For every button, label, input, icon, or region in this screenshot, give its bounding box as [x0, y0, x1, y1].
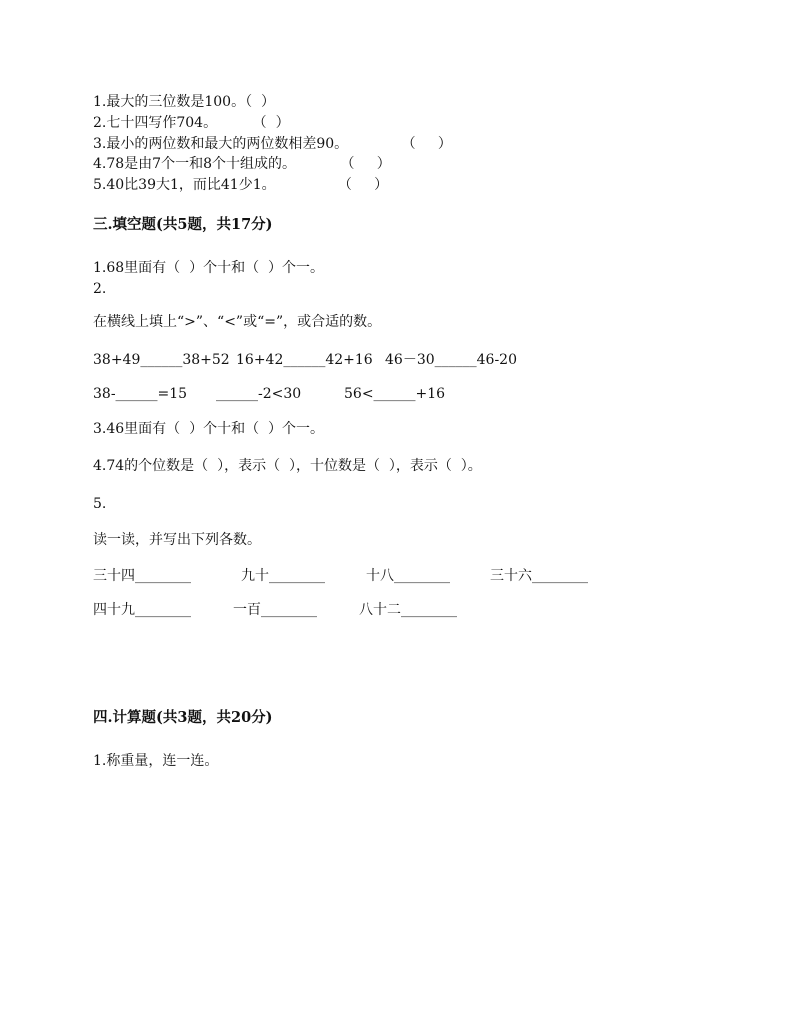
fill-expression: 56<______+16 [344, 386, 446, 402]
fill-question-2-instruction: 在横线上填上“>”、“<”或“=”，或合适的数。 [93, 314, 382, 330]
number-word-blank: 九十________ [241, 568, 325, 584]
fill-question-4: 4.74的个位数是（ ），表示（ ），十位数是（ ），表示（ ）。 [93, 458, 482, 474]
fill-expression: ______-2<30 [216, 386, 302, 402]
section-4-heading: 四.计算题(共3题，共20分) [93, 709, 273, 726]
number-word-blank: 一百________ [233, 602, 317, 618]
compare-expression: 16+42______42+16 [236, 352, 373, 368]
fill-question-5-number: 5. [93, 496, 107, 512]
judge-item-5: 5.40比39大1，而比41少1。 （ ） [93, 177, 389, 193]
fill-question-3: 3.46里面有（ ）个十和（ ）个一。 [93, 421, 324, 437]
compare-expression: 46－30______46-20 [385, 352, 517, 368]
judge-item-1: 1.最大的三位数是100。（ ） [93, 94, 275, 110]
judge-item-4: 4.78是由7个一和8个十组成的。 （ ） [93, 156, 391, 172]
fill-question-1: 1.68里面有（ ）个十和（ ）个一。 [93, 260, 324, 276]
number-word-blank: 八十二________ [359, 602, 457, 618]
calc-question-1: 1.称重量，连一连。 [93, 753, 219, 769]
fill-question-5-instruction: 读一读，并写出下列各数。 [93, 532, 261, 548]
fill-expression: 38-______=15 [93, 386, 188, 402]
judge-item-3: 3.最小的两位数和最大的两位数相差90。 （ ） [93, 136, 452, 152]
section-3-heading: 三.填空题(共5题，共17分) [93, 216, 273, 233]
number-word-blank: 十八________ [366, 568, 450, 584]
compare-expression: 38+49______38+52 [93, 352, 230, 368]
judge-item-2: 2.七十四写作704。 （ ） [93, 115, 290, 131]
number-word-blank: 三十六________ [490, 568, 588, 584]
number-word-blank: 四十九________ [93, 602, 191, 618]
number-word-blank: 三十四________ [93, 568, 191, 584]
fill-question-2-number: 2. [93, 281, 107, 297]
